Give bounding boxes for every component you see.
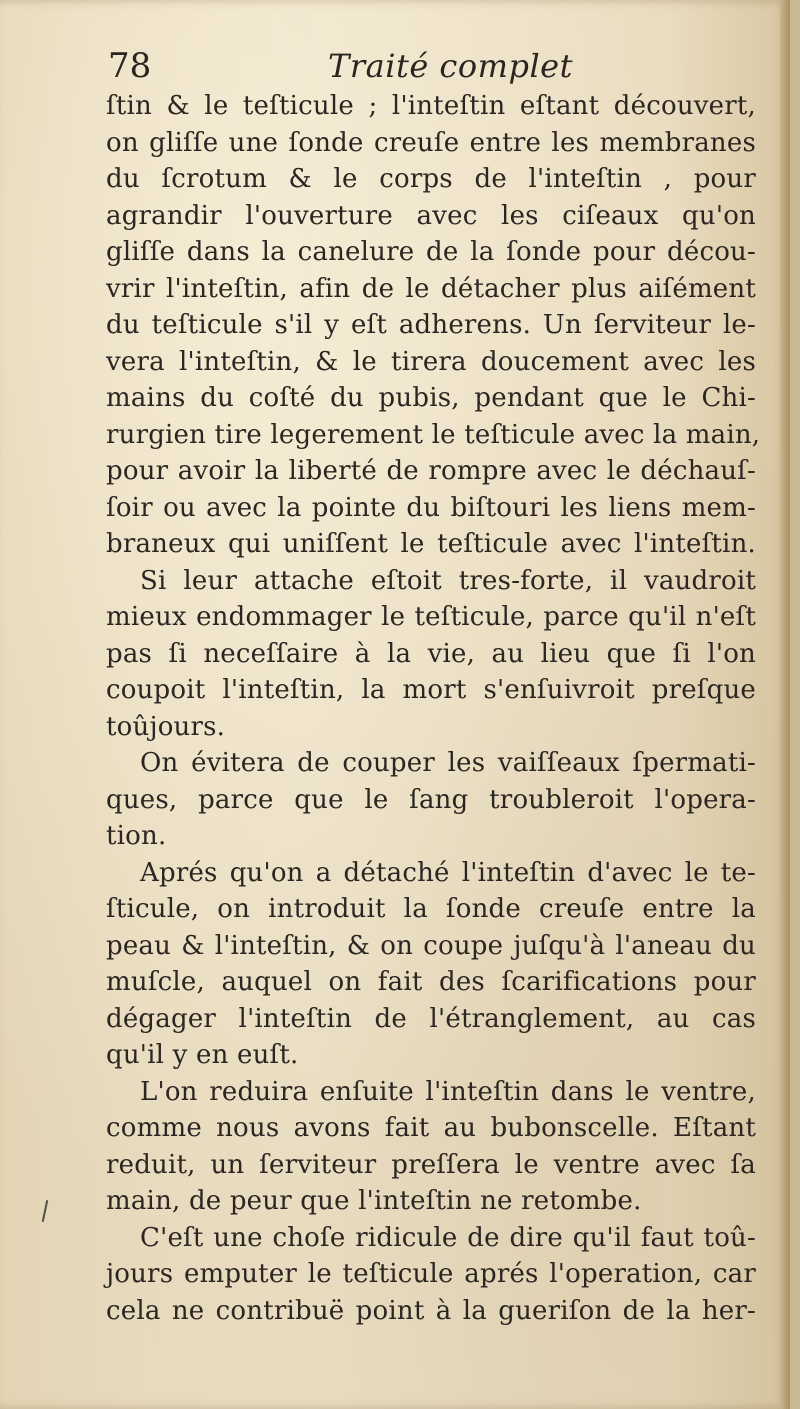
text-line: reduit, un ſerviteur preſſera le ventre avec ſa	[106, 1149, 756, 1180]
text-line: du teſticule s'il y eſt adherens. Un ſerviteur le-	[106, 310, 756, 340]
text-line: rurgien tire legerement le teſticule avec la main,	[106, 419, 761, 450]
page-edge	[780, 0, 790, 1409]
body-text	[106, 88, 761, 1329]
text-line: ques, parce que le ſang troubleroit l'opera-	[106, 784, 756, 815]
text-line: agrandir l'ouverture avec les ciſeaux qu'on	[106, 200, 756, 231]
text-line: pas ſi neceſſaire à la vie, au lieu que ſi l'on	[106, 638, 756, 669]
text-line: pour avoir la liberté de rompre avec le déchauſ-	[106, 456, 756, 486]
text-line: coupoit l'inteſtin, la mort s'enſuivroit preſque	[106, 675, 756, 705]
text-line: C'eſt une choſe ridicule de dire qu'il faut toû-	[140, 1222, 756, 1253]
margin-pencil-mark	[42, 1200, 49, 1222]
text-line: comme nous avons fait au bubonscelle. Eſtant	[106, 1113, 756, 1143]
page-header	[108, 42, 668, 90]
text-line: dégager l'inteſtin de l'étranglement, au cas	[106, 1003, 756, 1034]
text-line: cela ne contribuë point à la gueriſon de la her-	[106, 1295, 756, 1326]
text-line: main, de peur que l'inteſtin ne retombe.	[106, 1186, 642, 1216]
text-line: mains du coſté du pubis, pendant que le Chi-	[106, 383, 756, 413]
text-line: mieux endommager le teſticule, parce qu'il n'eſt	[106, 602, 756, 632]
text-line: ſoir ou avec la pointe du biſtouri les liens mem-	[106, 492, 756, 523]
text-line: qu'il y en euſt.	[106, 1040, 299, 1070]
text-line: ſtin & le teſticule ; l'inteſtin eſtant découvert,	[106, 91, 756, 121]
text-line: peau & l'inteſtin, & on coupe juſqu'à l'aneau du	[106, 930, 756, 961]
text-line: du ſcrotum & le corps de l'inteſtin , pour	[106, 164, 756, 194]
text-line: braneux qui uniſſent le teſticule avec l'inteſtin.	[106, 529, 756, 559]
text-line: jours emputer le teſticule aprés l'operation, car	[106, 1259, 756, 1289]
text-line: Aprés qu'on a détaché l'inteſtin d'avec le te-	[140, 857, 756, 888]
text-line: gliſſe dans la canelure de la ſonde pour décou-	[106, 237, 756, 267]
text-line: ſticule, on introduit la ſonde creuſe entre la	[106, 894, 756, 924]
text-line: vrir l'inteſtin, afin de le détacher plus aiſément	[106, 273, 756, 304]
text-line: On évitera de couper les vaiſſeaux ſpermati-	[140, 748, 756, 778]
text-line: muſcle, auquel on fait des ſcarifications pour	[106, 967, 756, 997]
text-line: Si leur attache eſtoit tres-forte, il vaudroit	[140, 565, 756, 596]
text-line: tion.	[106, 821, 167, 851]
text-line: on gliſſe une ſonde creuſe entre les membranes	[106, 127, 756, 158]
running-title: Traité complet	[328, 47, 573, 85]
text-line: L'on reduira enſuite l'inteſtin dans le ventre,	[140, 1076, 756, 1107]
text-line: vera l'inteſtin, & le tirera doucement avec les	[106, 346, 756, 377]
text-line: toûjours.	[106, 711, 226, 742]
page-number: 78	[108, 46, 152, 86]
